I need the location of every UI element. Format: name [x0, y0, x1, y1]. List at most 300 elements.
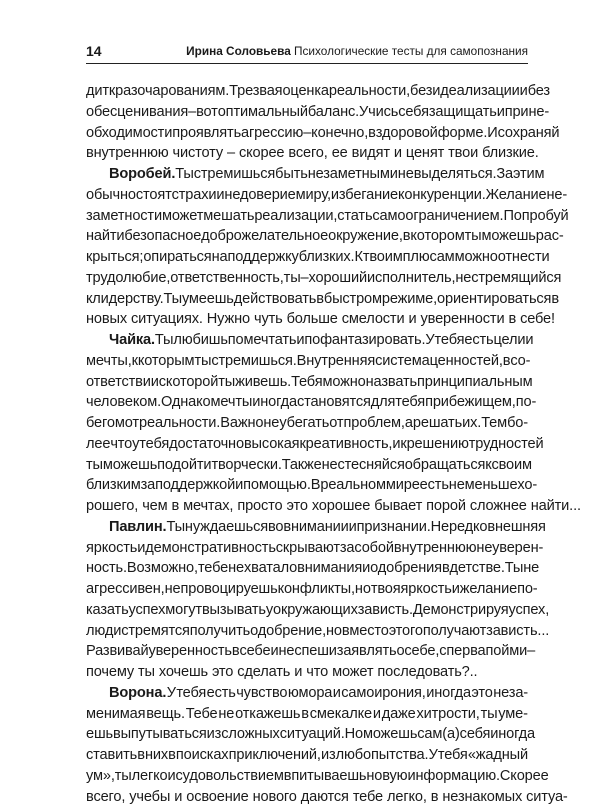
word: от [125, 413, 139, 434]
word: доброжелательное [201, 226, 328, 247]
word: себя [460, 724, 491, 745]
word: с [159, 372, 166, 393]
text-line [86, 123, 528, 144]
word: поддержку [227, 247, 298, 268]
word: хватало [244, 558, 297, 579]
word: иногда [490, 724, 535, 745]
word: тебе [353, 787, 383, 807]
word: незаметным [308, 164, 390, 185]
word: это [471, 683, 492, 704]
word: безопасное [124, 226, 201, 247]
word: из [207, 724, 222, 745]
word: собой [354, 538, 393, 559]
word: ставить [86, 745, 137, 766]
word: тебе [198, 558, 228, 579]
word: порой [426, 496, 466, 517]
book-title: Психологические тесты для самопознания [294, 44, 528, 58]
text-line [86, 247, 528, 268]
word: миру, [296, 185, 331, 206]
word: ситуаций. [280, 724, 345, 745]
word: самоограничением. [372, 206, 503, 227]
word: мешать [203, 206, 254, 227]
paragraph [86, 81, 528, 164]
word: юмора [288, 683, 332, 704]
word: мире [386, 475, 420, 496]
text-line [86, 455, 528, 476]
text-line [86, 164, 528, 185]
word: стоят [136, 185, 172, 206]
word: не [228, 558, 244, 579]
word: реализации, [254, 206, 337, 227]
word: ситуациях. [131, 309, 203, 330]
word: и [270, 641, 278, 662]
text-line [86, 206, 528, 227]
word: без [410, 81, 432, 102]
word: здоровой [376, 123, 438, 144]
word: любишь [173, 330, 227, 351]
word: действовать [234, 289, 317, 310]
word: и [392, 434, 400, 455]
word: ты [194, 351, 211, 372]
word: и [296, 330, 304, 351]
word: Ты [175, 164, 193, 185]
word: быстром [324, 289, 382, 310]
word: проявлять [172, 123, 241, 144]
text-line [86, 351, 528, 372]
word: нового [253, 787, 297, 807]
word: проблем, [343, 413, 404, 434]
word: Трезвая [229, 81, 282, 102]
word: успех, [509, 600, 550, 621]
word: подойти [157, 455, 211, 476]
word: видят [352, 143, 390, 164]
page-number: 14 [86, 43, 102, 59]
word: лее [86, 434, 110, 455]
word: исполнитель, [367, 268, 455, 289]
word: вот [196, 102, 218, 123]
word: одобрение, [250, 621, 326, 642]
word: внимании [283, 517, 348, 538]
text-line [86, 621, 528, 642]
text-line [86, 143, 528, 164]
word: умеешь [182, 289, 234, 310]
word: ты [284, 268, 301, 289]
word: по- [516, 392, 536, 413]
word: в [168, 745, 176, 766]
word: со- [510, 351, 530, 372]
word: в [368, 123, 376, 144]
word: котором [410, 226, 464, 247]
word: можешь [363, 724, 417, 745]
word: своим [491, 455, 531, 476]
word: Демонстрируя [413, 600, 509, 621]
word: можно [455, 247, 498, 268]
text-line [86, 475, 528, 496]
paragraph [86, 517, 528, 683]
word: Развивай [86, 641, 148, 662]
word: себя [398, 102, 429, 123]
word: чем [142, 496, 167, 517]
word: Нужно [207, 309, 250, 330]
word: с [176, 766, 183, 787]
text-line [86, 102, 528, 123]
word: окружение, [328, 226, 403, 247]
word: меньше [465, 475, 518, 496]
running-head [186, 43, 528, 59]
word: вызывать [202, 600, 266, 621]
word: стесняйся [338, 455, 405, 476]
word: Ты [505, 558, 523, 579]
text-line [86, 434, 528, 455]
word: За [496, 164, 513, 185]
text-line [86, 81, 528, 102]
word: избегание [331, 185, 398, 206]
word: что [306, 662, 328, 683]
word: можешь [103, 455, 157, 476]
word: вещь. [146, 704, 185, 725]
word: достаточно [169, 434, 244, 455]
word: плюсам [403, 247, 455, 268]
word: Скорее [500, 766, 549, 787]
word: ценят [406, 143, 444, 164]
word: ты [465, 226, 482, 247]
word: неза- [493, 683, 528, 704]
word: незнакомых [442, 787, 522, 807]
word: легко [132, 766, 168, 787]
word: нуждаешься [185, 517, 268, 538]
word: обесценивания [86, 102, 188, 123]
word: признании. [357, 517, 431, 538]
word: скорее [239, 143, 284, 164]
word: обычно [86, 185, 136, 206]
word: конкуренции. [398, 185, 486, 206]
word: форме. [438, 123, 488, 144]
word: у [266, 600, 273, 621]
text-line [86, 268, 528, 289]
word: о [396, 641, 404, 662]
word: Нередко [431, 517, 488, 538]
word: может [162, 206, 203, 227]
word: в [431, 787, 439, 807]
word: в [137, 745, 145, 766]
text-line [86, 704, 528, 725]
word: найти [86, 226, 124, 247]
word: ность. [86, 558, 127, 579]
word: информацию. [407, 766, 499, 787]
word: всего, [288, 143, 327, 164]
word: к [485, 455, 491, 476]
word: в [316, 289, 324, 310]
word: твоя [371, 579, 401, 600]
word: и [452, 579, 460, 600]
word: лидерству. [92, 289, 163, 310]
word: одобрения [370, 558, 442, 579]
word: к [132, 351, 138, 372]
word: и [525, 330, 533, 351]
word: найти... [531, 496, 581, 517]
word: и [174, 787, 182, 807]
word: не [455, 268, 471, 289]
word: Тебя [291, 372, 322, 393]
word: защищать [429, 102, 497, 123]
word: которым [138, 351, 195, 372]
word: зависть... [486, 621, 549, 642]
word: твои [448, 143, 478, 164]
word: стремящийся [471, 268, 561, 289]
word: не [278, 641, 294, 662]
word: стать [337, 206, 372, 227]
word: не [165, 579, 181, 600]
word: ты [115, 766, 132, 787]
word: любопытства. [336, 745, 429, 766]
word: И [487, 123, 497, 144]
word: откажешь [235, 704, 300, 725]
text-line [86, 392, 528, 413]
word: учебы [129, 787, 170, 807]
word: за [141, 475, 156, 496]
word: в [508, 309, 516, 330]
word: креативность, [299, 434, 392, 455]
word: у [132, 434, 139, 455]
word: детстве. [450, 558, 505, 579]
word: иногда [426, 683, 471, 704]
word: идеализации [432, 81, 519, 102]
paragraph [86, 683, 528, 807]
word: в [301, 704, 309, 725]
word: Учись [359, 102, 398, 123]
word: получают [423, 621, 486, 642]
word: Возможно, [127, 558, 198, 579]
word: яркость [86, 538, 137, 559]
word: близкие. [482, 143, 539, 164]
paragraph-lead: Ворона. [109, 683, 166, 704]
word: тебя [176, 683, 206, 704]
word: по- [517, 579, 537, 600]
word: ответственность, [170, 268, 283, 289]
word: и [362, 558, 370, 579]
text-line [86, 662, 528, 683]
word: их. [462, 413, 481, 434]
text-line [86, 538, 528, 559]
word: люди [86, 621, 121, 642]
word: внутреннюю [394, 538, 477, 559]
word: чистоту [173, 143, 223, 164]
word: этим [513, 164, 544, 185]
word: себе [239, 641, 270, 662]
text-line [86, 413, 528, 434]
word: смелости [342, 309, 405, 330]
word: ответствии [86, 372, 159, 393]
word: Внутренняя [297, 351, 375, 372]
word: почему [86, 662, 134, 683]
word: смекалке [310, 704, 372, 725]
word: ситуа- [526, 787, 568, 807]
word: в [232, 641, 240, 662]
word: сложнее [470, 496, 527, 517]
word: помечтать [228, 330, 297, 351]
word: К [354, 247, 362, 268]
word: стремишься. [211, 351, 296, 372]
word: сохраняй [498, 123, 560, 144]
word: ты [481, 704, 498, 725]
word: за [340, 538, 355, 559]
word: конечно, [311, 123, 368, 144]
word: ты [218, 372, 235, 393]
word: легко, [387, 787, 427, 807]
word: бывает [374, 496, 422, 517]
word: ты [138, 662, 155, 683]
word: У [429, 745, 438, 766]
word: реальном [320, 475, 385, 496]
word: У [167, 683, 176, 704]
word: сделать [237, 662, 290, 683]
word: к [400, 434, 406, 455]
word: приключений, [229, 745, 321, 766]
word: и [294, 662, 302, 683]
paragraph-lead: Чайка. [109, 330, 155, 351]
word: система [375, 351, 429, 372]
page-header [86, 43, 528, 64]
text-line [86, 226, 528, 247]
word: ты [86, 455, 103, 476]
word: убегать [279, 413, 329, 434]
word: внешняя [487, 517, 545, 538]
word: не [449, 475, 465, 496]
word: чуть [254, 309, 283, 330]
word: последовать?.. [377, 662, 477, 683]
word: цели [493, 330, 525, 351]
word: – [303, 123, 311, 144]
word: ориентироваться [437, 289, 551, 310]
word: и [520, 81, 528, 102]
word: стремятся [121, 621, 190, 642]
word: Желание [486, 185, 547, 206]
word: Ты [166, 517, 184, 538]
paragraph-lead: Павлин. [109, 517, 166, 538]
word: мечты, [86, 351, 132, 372]
paragraph-lead: Воробей. [109, 164, 175, 185]
word: спеши [294, 641, 336, 662]
word: высокая [244, 434, 300, 455]
word: «жадный [468, 745, 528, 766]
word: заметности [86, 206, 162, 227]
word: от [329, 413, 343, 434]
word: хорошее [312, 496, 370, 517]
word: освоение [186, 787, 248, 807]
text-line [86, 766, 528, 787]
word: оптимальный [218, 102, 308, 123]
word: но [355, 579, 371, 600]
word: скрывают [276, 538, 340, 559]
word: недоверие [224, 185, 295, 206]
word: заявлять [337, 641, 397, 662]
word: не [322, 455, 338, 476]
word: опираться [143, 247, 211, 268]
word: сложных [221, 724, 280, 745]
word: вместо [342, 621, 389, 642]
word: трудолюбие, [86, 268, 170, 289]
word: тебя [139, 434, 169, 455]
word: крыться; [86, 247, 143, 268]
word: даются [301, 787, 349, 807]
word: есть [420, 475, 449, 496]
word: могут [165, 600, 202, 621]
word: даже [382, 704, 416, 725]
text-line [86, 787, 528, 807]
word: не [218, 704, 234, 725]
word: окружающих [273, 600, 358, 621]
word: и [394, 143, 402, 164]
word: обходимости [86, 123, 172, 144]
word: не [398, 164, 414, 185]
word: казать [86, 600, 129, 621]
word: впитываешь [284, 766, 367, 787]
word: хороший [309, 268, 367, 289]
word: уме- [498, 704, 528, 725]
word: реальности. [139, 413, 220, 434]
word: оценка [282, 81, 328, 102]
word: Также [282, 455, 322, 476]
word: к [86, 289, 92, 310]
word: решению [407, 434, 469, 455]
word: и [390, 164, 398, 185]
word: получить [190, 621, 250, 642]
word: хитрости, [416, 704, 479, 725]
word: есть [464, 330, 493, 351]
word: без [528, 81, 550, 102]
word: – [301, 268, 309, 289]
word: в [403, 226, 411, 247]
author-name: Ирина Соловьева [186, 44, 291, 58]
word: Тем [481, 413, 507, 434]
word: близких. [299, 247, 355, 268]
text-line [86, 185, 528, 206]
word: Тебе [186, 704, 218, 725]
word: баланс. [308, 102, 359, 123]
word: себе! [520, 309, 555, 330]
word: дит [86, 81, 109, 102]
word: бо- [507, 413, 528, 434]
word: них [145, 745, 168, 766]
word: бегом [86, 413, 125, 434]
word: тебя [395, 392, 425, 413]
word: при [505, 102, 529, 123]
word: чувство [236, 683, 287, 704]
word: можешь [481, 226, 535, 247]
word: В [311, 475, 321, 496]
word: иногда [252, 392, 297, 413]
word: Однако [161, 392, 211, 413]
word: Важно [220, 413, 263, 434]
word: ее [332, 143, 348, 164]
text-line [86, 641, 528, 662]
word: всего, [86, 787, 125, 807]
word: У [425, 330, 434, 351]
word: желание [460, 579, 517, 600]
word: хо- [517, 475, 537, 496]
word: быть [275, 164, 308, 185]
word: принципиальным [417, 372, 533, 393]
word: и [349, 517, 357, 538]
word: для [371, 392, 395, 413]
word: на [212, 247, 228, 268]
word: не- [546, 185, 567, 206]
word: Но [345, 724, 363, 745]
word: ешь [86, 724, 113, 745]
word: самоирония, [341, 683, 425, 704]
text-line [86, 745, 528, 766]
word: рас- [536, 226, 564, 247]
